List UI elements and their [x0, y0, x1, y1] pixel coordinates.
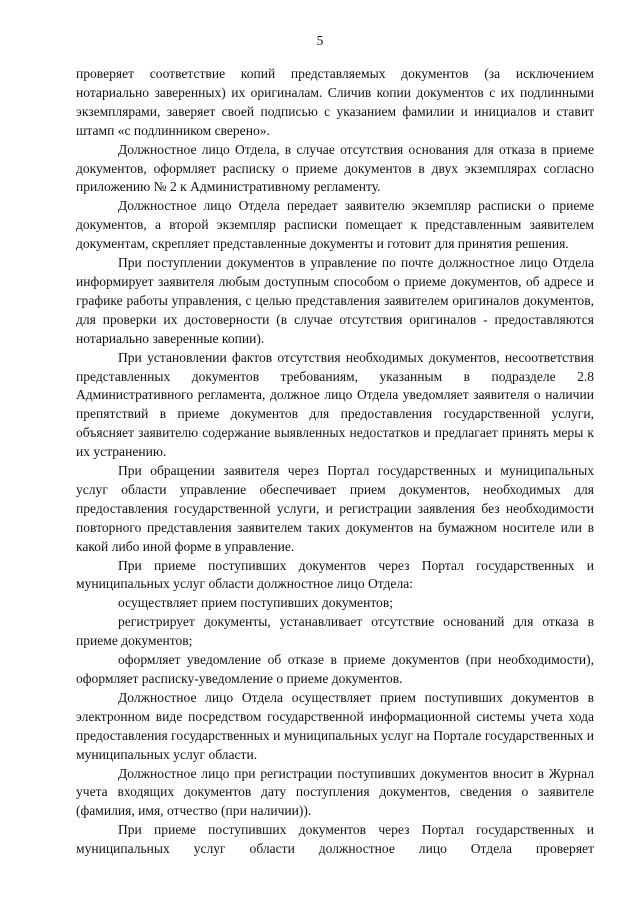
paragraph: При установлении фактов отсутствия необходимых документов, несоответствия представленных документов требованиям, указанным в подразделе 2.8 Административного регламента, должное лицо Отдела уведомляет заявителя о наличии препятствий в приеме документов для предоставления государственной услуги, объясняет заявителю содержание выявленных недостатков и предлагает принять меры к их устранению.: [76, 349, 594, 460]
page-number: 5: [316, 33, 324, 48]
paragraph: Должностное лицо при регистрации поступивших документов вносит в Журнал учета входящих документов дату поступления документов, сведения о заявителе (фамилия, имя, отчество (при наличии)).: [76, 765, 594, 819]
paragraph: При приеме поступивших документов через Портал государственных и муниципальных услуг области должностное лицо Отдела:: [76, 557, 594, 592]
paragraph: Должностное лицо Отдела передает заявителю экземпляр расписки о приеме документов, а второй экземпляр расписки помещает к представленным заявителем документам, скрепляет представленные документы и готовит для принятия решения.: [76, 198, 594, 252]
paragraph: осуществляет прием поступивших документов;: [118, 595, 393, 611]
paragraph: проверяет соответствие копий представляемых документов (за исключением нотариально заверенных) их оригиналам. Сличив копии документов с их подлинными экземплярами, заверяет своей подписью с указанием фамилии и инициалов и ставит штамп «с подлинником сверено».: [76, 66, 594, 138]
paragraph: При поступлении документов в управление по почте должностное лицо Отдела информирует заявителя любым доступным способом о приеме документов, об адресе и графике работы управления, с целью представления заявителем оригиналов документов, для проверки их достоверности (в случае отсутствия оригиналов - предоставляются нотариально заверенные копии).: [76, 255, 594, 346]
document-body: [76, 65, 594, 859]
paragraph: При приеме поступивших документов через Портал государственных и муниципальных услуг области должностное лицо Отдела проверяет: [76, 822, 594, 857]
paragraph: При обращении заявителя через Портал государственных и муниципальных услуг области управление обеспечивает прием документов, необходимых для предоставления государственной услуги, и регистрации заявления без необходимости повторного представления заявителем таких документов на бумажном носителе или в какой либо иной форме в управление.: [76, 463, 594, 554]
paragraph: Должностное лицо Отдела, в случае отсутствия основания для отказа в приеме документов, оформляет расписку о приеме документов в двух экземплярах согласно приложению № 2 к Административному регламенту.: [76, 141, 594, 195]
paragraph: оформляет уведомление об отказе в приеме документов (при необходимости), оформляет расписку-уведомление о приеме документов.: [76, 652, 594, 686]
paragraph: регистрирует документы, устанавливает отсутствие оснований для отказа в приеме документов;: [76, 614, 594, 649]
paragraph: Должностное лицо Отдела осуществляет прием поступивших документов в электронном виде посредством государственной информационной системы учета хода предоставления государственных и муниципальных услуг на Портале государственных и муниципальных услуг области.: [76, 689, 594, 762]
